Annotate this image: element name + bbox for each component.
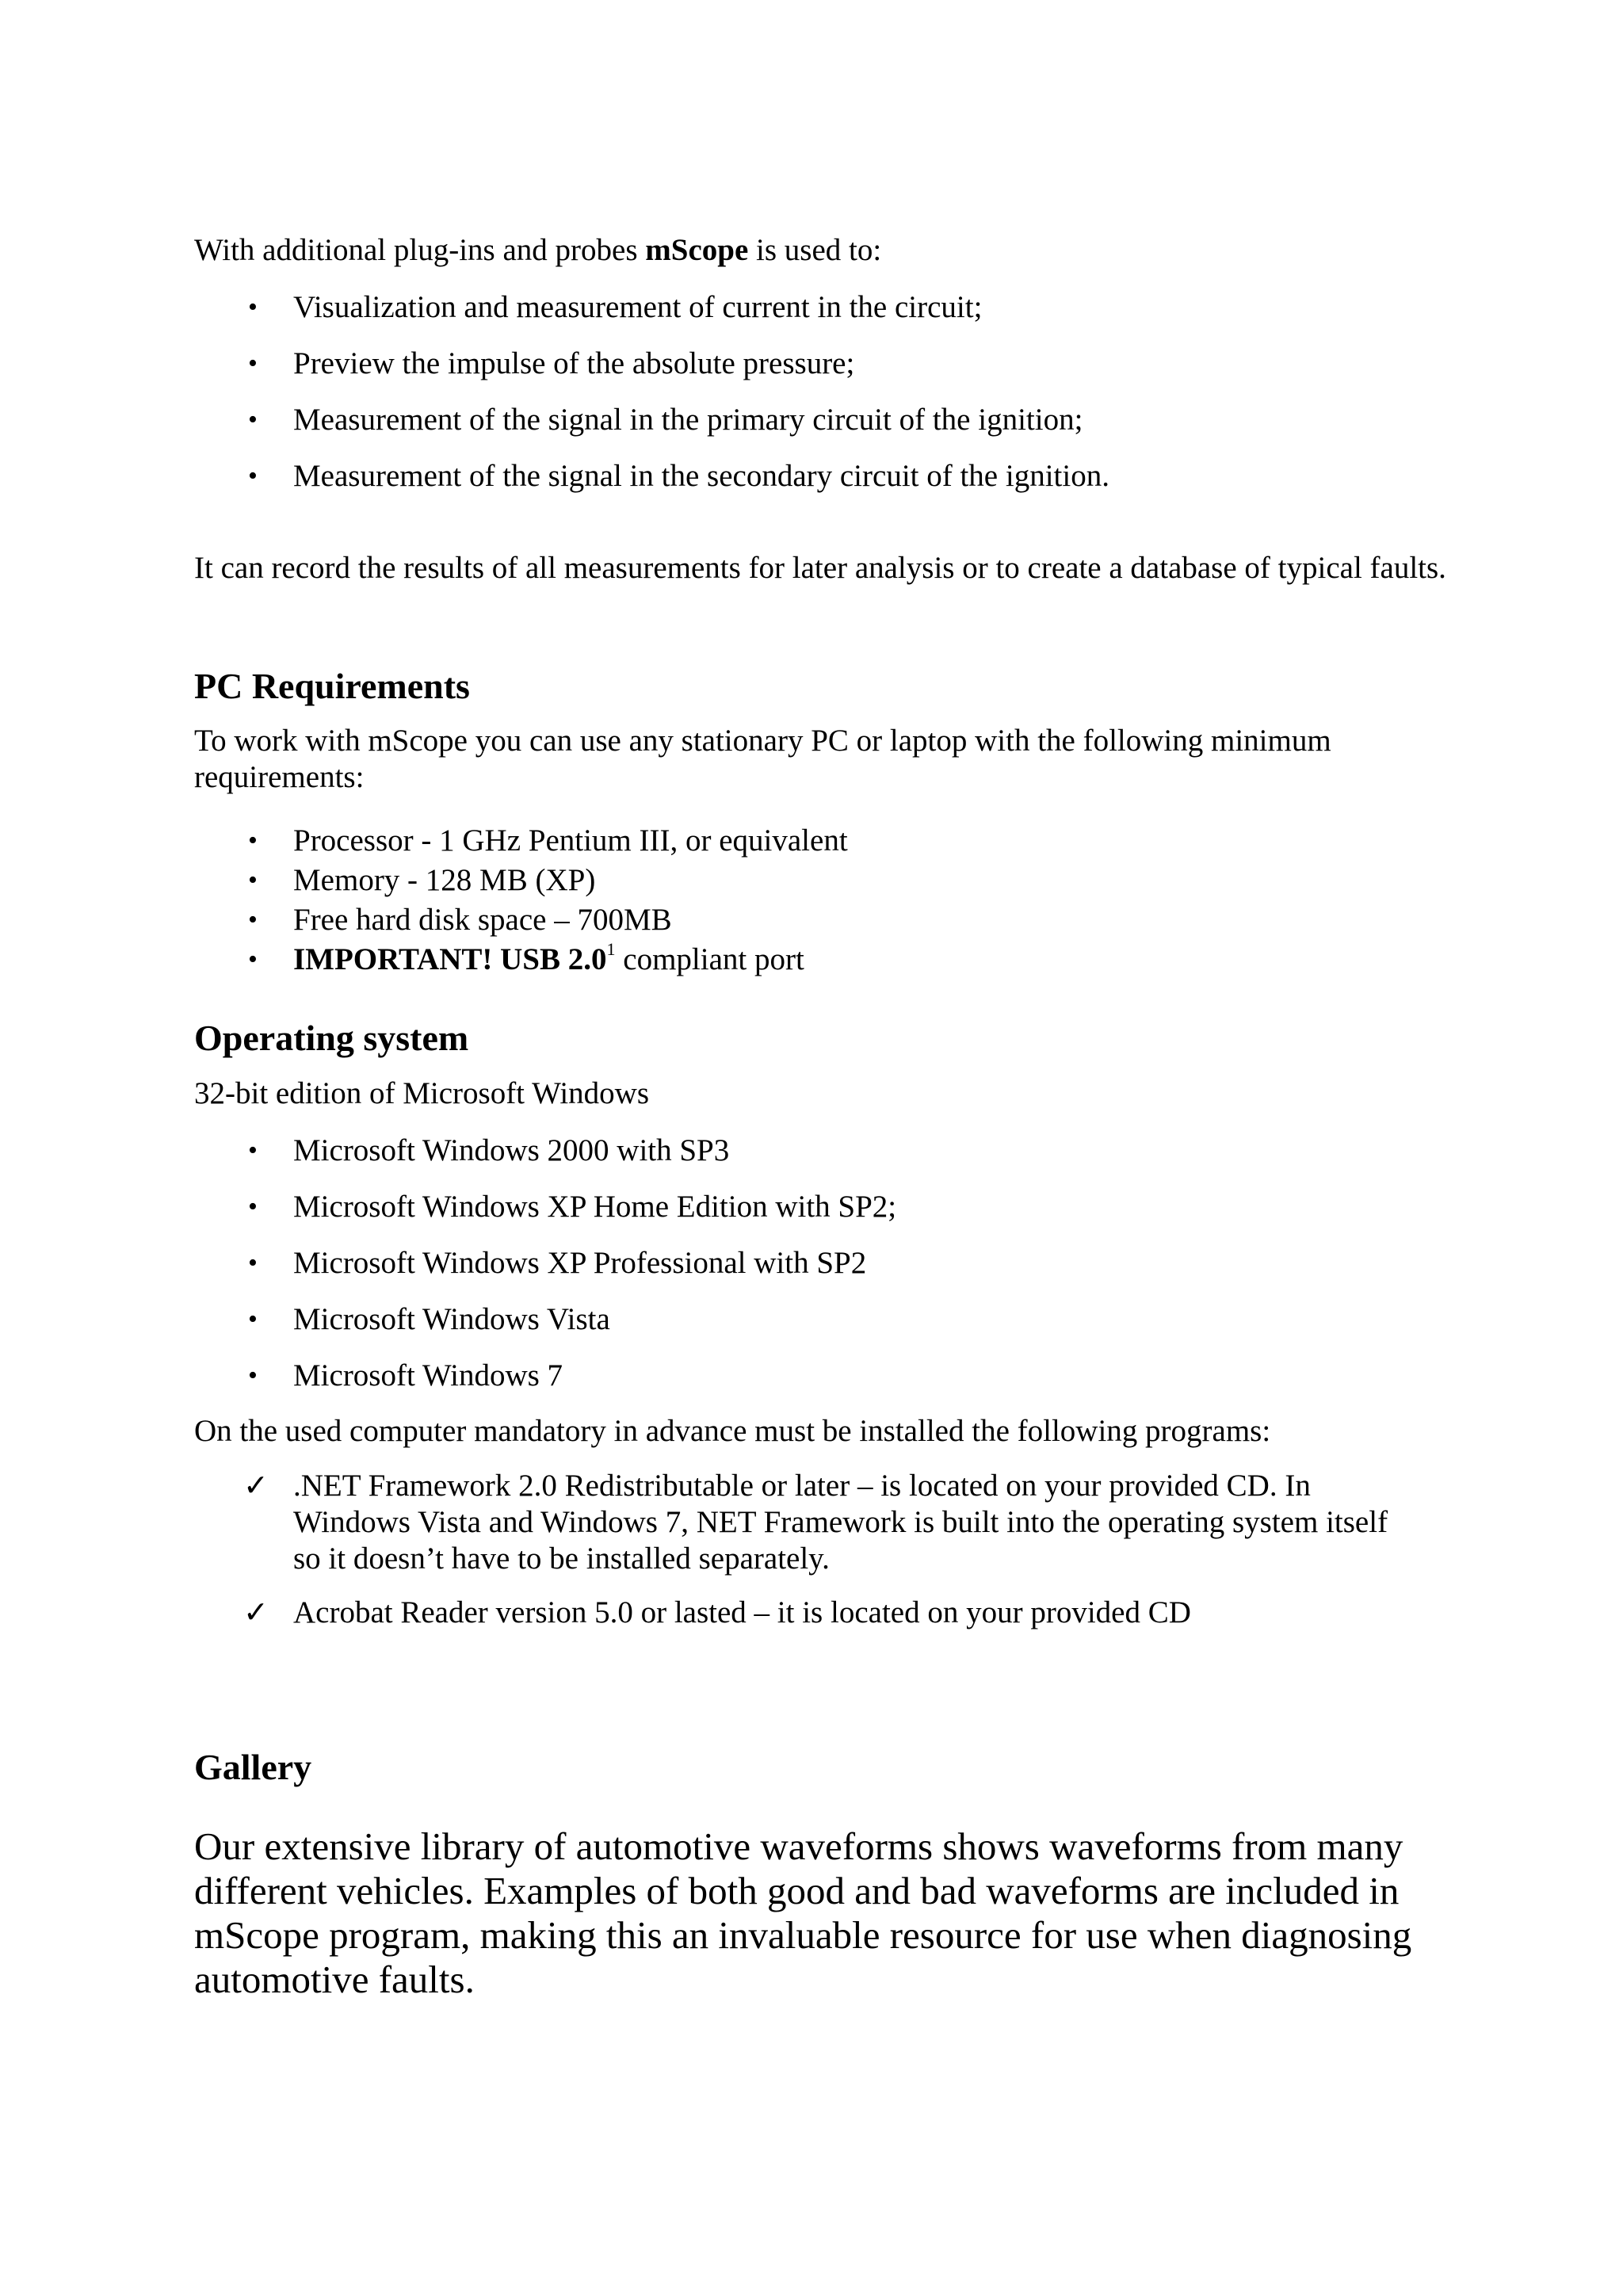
list-item-text: Microsoft Windows 7 <box>293 1358 563 1392</box>
important-text: compliant port <box>615 942 804 976</box>
intro-paragraph <box>194 231 1449 269</box>
pc-requirements-text: To work with mScope you can use any stationary PC or laptop with the following minimum requirements: <box>194 724 1331 794</box>
intro-text: With additional plug-ins and probes <box>194 233 646 267</box>
list-item-text: Microsoft Windows XP Professional with SP2 <box>293 1246 867 1280</box>
list-item <box>194 401 1465 439</box>
bullet-icon: • <box>248 905 258 934</box>
record-paragraph: It can record the results of all measurements for later analysis or to create a database of typical faults. <box>194 551 1446 585</box>
checkmark-icon: ✓ <box>243 1596 269 1629</box>
list-item-text: Measurement of the signal in the secondary circuit of the ignition. <box>293 459 1109 493</box>
list-item <box>194 457 1465 495</box>
bullet-icon: • <box>248 1361 258 1390</box>
list-item <box>194 821 1465 861</box>
bullet-icon: • <box>248 1305 258 1334</box>
list-item <box>194 1468 1417 1577</box>
gallery-text: Our extensive library of automotive waveforms shows waveforms from many different vehicles. Examples of both good and bad waveforms are included in mScope program, making this an invaluable resource for use when diagnosing automotive faults. <box>194 1824 1412 2001</box>
programs-text: On the used computer mandatory in advance must be installed the following programs: <box>194 1414 1271 1448</box>
list-item-text: Microsoft Windows XP Home Edition with SP2; <box>293 1190 897 1224</box>
list-item <box>194 1244 1465 1282</box>
intro-text-end: is used to: <box>748 233 882 267</box>
list-item-text: Visualization and measurement of current in the circuit; <box>293 290 983 324</box>
pc-requirements-list <box>194 821 1465 980</box>
list-item-text: Microsoft Windows Vista <box>293 1302 610 1336</box>
list-item-text: Processor - 1 GHz Pentium III, or equivalent <box>293 823 848 858</box>
bullet-icon: • <box>248 349 258 378</box>
list-item-important <box>194 940 1465 980</box>
bullet-icon: • <box>248 292 258 322</box>
list-item <box>194 861 1465 900</box>
bullet-icon: • <box>248 461 258 491</box>
list-item <box>194 1132 1465 1170</box>
list-item <box>194 1188 1465 1226</box>
os-list <box>194 1132 1465 1395</box>
product-name: mScope <box>645 233 749 267</box>
list-item <box>194 345 1465 383</box>
checkmark-icon: ✓ <box>243 1469 269 1503</box>
list-item-text: Measurement of the signal in the primary circuit of the ignition; <box>293 403 1083 437</box>
uses-list <box>194 288 1465 495</box>
list-item-text: Memory - 128 MB (XP) <box>293 863 596 897</box>
list-item <box>194 288 1465 327</box>
gallery-heading: Gallery <box>194 1747 312 1787</box>
list-item-text: .NET Framework 2.0 Redistributable or later – is located on your provided CD. In Windows Vista and Windows 7, NET Framework is built into the operating system itself so it doesn’t have to be installed separately. <box>293 1469 1388 1576</box>
list-item-text: Free hard disk space – 700MB <box>293 903 672 937</box>
bullet-icon: • <box>248 826 258 855</box>
footnote-marker: 1 <box>606 939 616 959</box>
list-item <box>194 900 1465 940</box>
bullet-icon: • <box>248 1248 258 1278</box>
bullet-icon: • <box>248 945 258 974</box>
list-item-text: Acrobat Reader version 5.0 or lasted – it is located on your provided CD <box>293 1595 1191 1629</box>
programs-list <box>194 1468 1417 1631</box>
bullet-icon: • <box>248 405 258 434</box>
bullet-icon: • <box>248 1192 258 1221</box>
os-subtitle: 32-bit edition of Microsoft Windows <box>194 1076 649 1110</box>
list-item <box>194 1301 1465 1339</box>
operating-system-heading: Operating system <box>194 1018 469 1058</box>
important-label: IMPORTANT! USB 2.0 <box>293 942 607 976</box>
pc-requirements-heading: PC Requirements <box>194 666 470 706</box>
bullet-icon: • <box>248 1136 258 1165</box>
list-item <box>194 1595 1417 1631</box>
list-item <box>194 1357 1465 1395</box>
bullet-icon: • <box>248 865 258 895</box>
list-item-text: Microsoft Windows 2000 with SP3 <box>293 1133 730 1167</box>
list-item-text: Preview the impulse of the absolute pressure; <box>293 346 855 380</box>
